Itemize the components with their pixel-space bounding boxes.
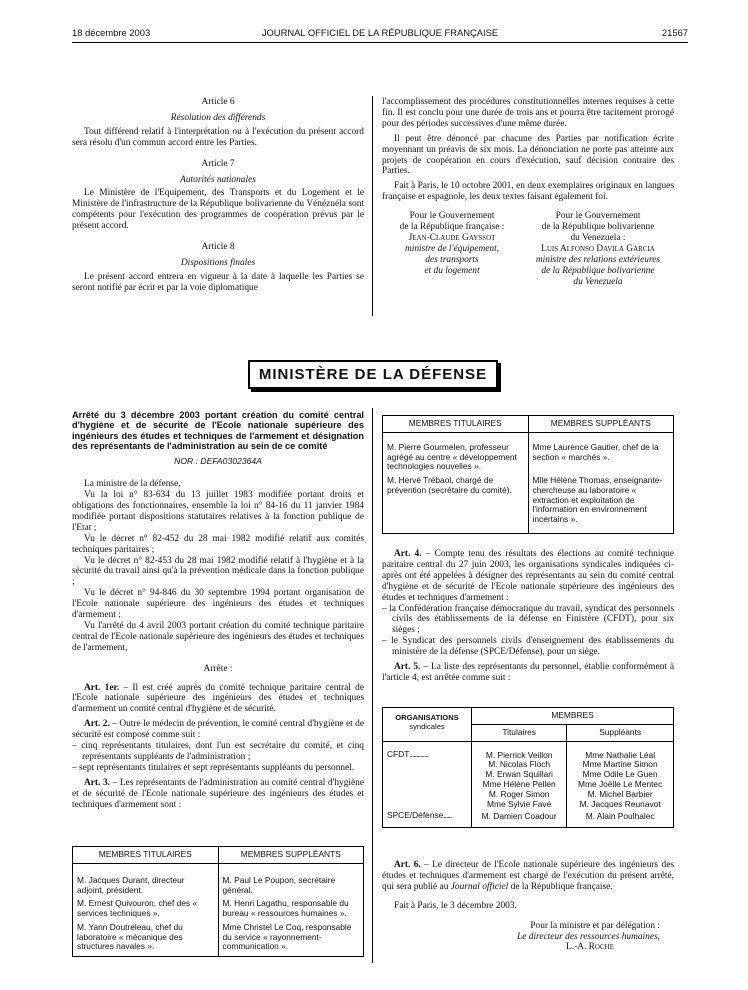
table-cell: M. Pierre Gourmelen, professeur agrégé au centre « développement technologies nouvelles ».: [383, 441, 529, 474]
journal-title: JOURNAL OFFICIEL DE LA RÉPUBLIQUE FRANÇAISE: [261, 27, 499, 38]
article-4-text: Compte tenu des résultats des élections au comité technique paritaire central du 27 juin 2003, les organisations syndicales indiquées ci-après ont été appelées à désigner des représentants au sein du comité central d'hygiène et de sécurité de l'Ecole nationale supérieure des ingénieurs des études et techniques d'armement :: [382, 549, 675, 603]
sig-ve-title: du Venezuela: [573, 276, 623, 287]
table-cell: M. Jacques Durant, directeur adjoint, président.: [73, 874, 219, 898]
visa-1: Vu la loi n° 83-634 du 13 juillet 1983 modifiée portant droits et obligations des fonctionnaires, ensemble la loi n° 84-16 du 11 janvier 1984 modifiée portant dispositions statutaires relatives à la fonction publique de l'Etat ;: [72, 490, 364, 533]
article-6-text: Tout différend relatif à l'interprétation ou à l'exécution du présent accord sera résolu d'un commun accord entre les Parties.: [72, 126, 364, 148]
arrete-title: Arrêté du 3 décembre 2003 portant création du comité central d'hygiène et de sécurité de l'Ecole nationale supérieure des ingénieurs des études et techniques de l'armement et désignation des représentants de l'administration au sein de ce comité: [72, 410, 364, 451]
table-row: [73, 921, 364, 957]
table-cell: M. Henri Lagathu, responsable du bureau « ressources humaines ».: [222, 898, 349, 918]
signature-name: L.-A. Roche: [566, 942, 614, 953]
admin-members-table-continued: [382, 415, 674, 534]
list-item: Mme Sylvie Favé: [487, 799, 552, 810]
article-3: Art. 3. – Les représentants de l'administration au comité central d'hygiène et de sécurité de l'Ecole nationale supérieure des ingénieurs des études et techniques d'armement sont :: [72, 777, 364, 810]
arrete-left-column: [72, 410, 364, 811]
page-header: [72, 26, 688, 43]
article-3-text: Les représentants de l'administration au comité central d'hygiène et de sécurité de l'Ecole nationale supérieure des ingénieurs des études et techniques d'armement sont :: [72, 777, 364, 810]
table1-head-suppleants: MEMBRES SUPPLÉANTS: [218, 847, 364, 864]
sig-fr-title: ministre de l'équipement,: [404, 243, 500, 254]
table-cell: M. Hervé Trébaol, chargé de prévention (secrétaire du comité).: [383, 474, 529, 533]
section-title: MINISTÈRE DE LA DÉFENSE: [248, 360, 498, 389]
admin-members-table: [72, 846, 364, 957]
list-item: M. Jacques Reunavot: [579, 799, 661, 810]
visa-2: Vu le décret n° 82-452 du 28 mai 1982 modifié relatif aux comités techniques paritaires ;: [72, 533, 364, 555]
article-6-label: Art. 6.: [394, 860, 421, 870]
article-8-title: Article 8: [201, 242, 235, 253]
article-2-label: Art. 2.: [84, 719, 110, 730]
accord-articles-left: [72, 97, 364, 294]
list-item: – le Syndicat des personnels civils d'enseignement des établissements du ministère de la défense (SPCE/Défense), pour un siège.: [382, 636, 674, 658]
sig-ve-title: ministre des relations extérieures: [535, 254, 661, 265]
article-4: Art. 4. – Compte tenu des résultats des élections au comité technique paritaire central du 27 juin 2003, les organisations syndicales indiquées ci-après ont été appelées à désigner des représentants au sein du comité central d'hygiène et de sécurité de l'Ecole nationale supérieure des ingénieurs des études et techniques d'armement :: [382, 549, 675, 603]
table-cell: Mlle Hélène Thomas, enseignante-chercheuse au laboratoire « extraction et exploitation de l'information en environnement incertains ».: [532, 475, 663, 524]
membres-header: MEMBRES: [472, 708, 674, 725]
article-5: Art. 5. – La liste des représentants du personnel, établie conformément à l'article 4, est arrêtée comme suit :: [382, 662, 675, 683]
article-4-list: [382, 604, 674, 659]
personnel-members-table: [382, 707, 674, 828]
article-1: Art. 1er. – Il est créé auprès du comité technique paritaire central de l'Ecole nationale supérieure des ingénieurs des études et techniques d'armement un comité central d'hygiène et de sécurité.: [72, 682, 365, 715]
table-cell: M. Yann Doutreleau, chef du laboratoire « mécanique des structures navales ».: [73, 921, 219, 957]
table-row: [73, 897, 364, 921]
visa-intro: La ministre de la défense,: [84, 479, 181, 490]
suppleants-header: Suppléants: [567, 724, 674, 741]
titulaires-header: Titulaires: [472, 724, 567, 741]
org-name: SPCE/Défense: [387, 809, 444, 820]
org-name: CFDT: [387, 748, 410, 759]
accord-para-1: l'accomplissement des procédures constitutionnelles internes requises à cette fin. Il est conclu pour une durée de trois ans et pourra être tacitement prorogé pour des périodes successives d'une même durée.: [382, 97, 674, 129]
list-item: M. Nicolas Floch: [488, 759, 551, 770]
fait-a-paris: Fait à Paris, le 3 décembre 2003.: [394, 900, 517, 911]
list-item: Mme Odile Le Guen: [582, 769, 658, 780]
cfdt-titulaires: [472, 750, 567, 811]
article-4-label: Art. 4.: [394, 549, 422, 559]
table1-head-titulaires: MEMBRES TITULAIRES: [73, 847, 219, 864]
sig-ve-line: du Venezuela :: [570, 232, 626, 243]
header-date: 18 décembre 2003: [72, 27, 151, 38]
arrete-right-column-top: [382, 549, 674, 684]
sig-ve-line: de la République bolivarienne: [541, 222, 655, 233]
article-8-text: Le présent accord entrera en vigueur à la date à laquelle les Parties se seront notifié par écrit et par la voie diplomatique: [72, 271, 364, 293]
signature-france: [382, 211, 522, 287]
sig-ve-line: Pour le Gouvernement: [555, 211, 641, 222]
article-6: Art. 6. – Le directeur de l'Ecole nationale supérieure des ingénieurs des études et techniques d'armement est chargé de l'exécution du présent arrêté, qui sera publié au Journal officiel de la République française.: [382, 860, 675, 892]
sig-fr-title: des transports: [425, 254, 479, 265]
visa-4: Vu le décret n° 94-846 du 30 septembre 1994 portant organisation de l'Ecole nationale supérieure des ingénieurs des études et techniques d'armement ;: [72, 588, 364, 621]
visa-5: Vu l'arrêté du 4 avril 2003 portant création du comité technique paritaire central de l'Ecole nationale supérieure des ingénieurs des études et techniques de l'armement,: [72, 620, 364, 653]
article-6-text: Le directeur de l'Ecole nationale supérieure des ingénieurs des études et techniques d'armement est chargé de l'exécution du présent arrêté, qui sera publié au: [382, 860, 675, 892]
journal-officiel-ref: Journal officiel: [450, 881, 509, 892]
list-item: M. Erwan Squillari: [485, 769, 553, 780]
table-cell: Mme Laurence Gautier, chef de la section « marchés ».: [532, 441, 659, 462]
article-3-label: Art. 3.: [84, 777, 110, 788]
article-1-text: Il est créé auprès du comité technique paritaire central de l'Ecole nationale supérieure des ingénieurs des études et techniques d'armement un comité central d'hygiène et de sécurité.: [72, 682, 365, 715]
nor-reference: NOR : DEFA0302364A: [174, 456, 262, 467]
list-item: Mme Joëlle Le Mentec: [578, 779, 663, 790]
org-cfdt: CFDT..............: [383, 750, 472, 811]
list-item: Mme Nathalie Léal: [585, 749, 656, 760]
sig-fr-line: de la République française :: [399, 222, 505, 233]
signature-venezuela: [522, 211, 674, 287]
sig-ve-title: de la République bolivarienne: [541, 265, 655, 276]
table-row: [383, 474, 674, 533]
list-item: – la Confédération française démocratique du travail, syndicat des personnels civils des établissements de la défense en Finistère (CFDT), pour six sièges ;: [382, 603, 674, 636]
list-item: M. Michel Barbier: [587, 789, 653, 800]
article-7-title: Article 7: [201, 158, 235, 169]
org-header-cell: [383, 708, 472, 742]
accord-articles-right: [382, 97, 674, 288]
article-6-title: Article 6: [201, 97, 235, 107]
cfdt-suppleants: [567, 750, 674, 811]
page-number: 21567: [661, 27, 688, 38]
accord-para-3: Fait à Paris, le 10 octobre 2001, en deux exemplaires originaux en langues française et espagnole, les deux textes faisant également foi.: [382, 181, 674, 203]
list-item: M. Roger Simon: [488, 789, 550, 800]
list-item: – sept représentants titulaires et sept représentants suppléants du personnel.: [72, 762, 355, 773]
sig-fr-name: Jean-Claude Gayssot: [408, 232, 496, 243]
table-cell: M. Ernest Quivouron, chef des « services techniques ».: [73, 897, 219, 921]
table-row: [383, 441, 674, 474]
arrete-signature: [382, 921, 674, 954]
column-rule: [372, 96, 373, 316]
spce-titulaire: M. Damien Coadour: [472, 811, 567, 827]
article-5-text: La liste des représentants du personnel, établie conformément à l'article 4, est arrêtée comme suit :: [382, 662, 675, 683]
article-7-subtitle: Autorités nationales: [180, 174, 256, 185]
org-spce: SPCE/Défense......: [383, 811, 472, 827]
article-8-subtitle: Dispositions finales: [180, 257, 256, 268]
arrete-word: Arrête :: [203, 663, 233, 674]
arrete-right-column-bottom: [382, 860, 674, 953]
list-item: M. Pierrick Veillon: [485, 749, 553, 760]
list-item: Mme Martine Simon: [582, 759, 658, 770]
table-cell: Mme Christel Le Coq, responsable du service « rayonnement-communication ».: [222, 921, 352, 952]
table-row: [383, 750, 674, 811]
org-header-sub: syndicales: [409, 721, 445, 731]
spce-suppleant: M. Alain Poulhalec: [585, 810, 655, 821]
table-row: [73, 874, 364, 898]
table2-head-titulaires: MEMBRES TITULAIRES: [383, 416, 529, 433]
article-2: Art. 2. – Outre le médecin de prévention, le comité central d'hygiène et de sécurité est composé comme suit :: [72, 719, 364, 741]
article-5-label: Art. 5.: [394, 662, 421, 673]
article-1-label: Art. 1er.: [84, 682, 120, 693]
signature-line: Pour la ministre et par délégation :: [530, 920, 660, 931]
article-2-text: Outre le médecin de prévention, le comité central d'hygiène et de sécurité est composé comme suit :: [72, 719, 364, 741]
signatures-block: [382, 211, 674, 287]
list-item: Mme Hélène Pellen: [482, 779, 556, 790]
sig-fr-title: et du logement: [424, 265, 480, 276]
table-cell: M. Paul Le Poupon, secrétaire général.: [222, 874, 336, 895]
article-6-subtitle: Résolution des différends: [170, 112, 266, 123]
sig-ve-name: Luis Alfonso Davila Garcia: [541, 243, 655, 254]
article-2-list: [72, 741, 364, 774]
article-6-text-end: de la République française.: [508, 881, 613, 892]
article-7-text: Le Ministère de l'Equipement, des Transports et du Logement et le Ministère de l'infrastructure de la République bolivarienne du Vénézuéla sont compétents pour l'exécution des programmes de coopération prévus par le présent accord.: [72, 188, 364, 232]
sig-fr-line: Pour le Gouvernement: [409, 211, 495, 222]
accord-para-2: Il peut être dénoncé par chacune des Parties par notification écrite moyennant un préavis de six mois. La dénonciation ne porte pas atteinte aux projets de coopération en cours d'exécution, sauf décision contraire des Parties.: [382, 133, 674, 177]
org-header: ORGANISATIONS: [395, 713, 459, 722]
signature-title: Le directeur des ressources humaines,: [517, 931, 660, 942]
list-item: – cinq représentants titulaires, dont l'un est secrétaire du comité, et cinq représentants suppléants de l'administration ;: [72, 741, 364, 762]
column-rule: [372, 408, 373, 963]
table-row: [383, 811, 674, 827]
table2-head-suppleants: MEMBRES SUPPLÉANTS: [528, 416, 674, 433]
visa-3: Vu le décret n° 82-453 du 28 mai 1982 modifié relatif à l'hygiène et à la sécurité du travail ainsi qu'à la prévention médicale dans la fonction publique ;: [72, 555, 364, 588]
